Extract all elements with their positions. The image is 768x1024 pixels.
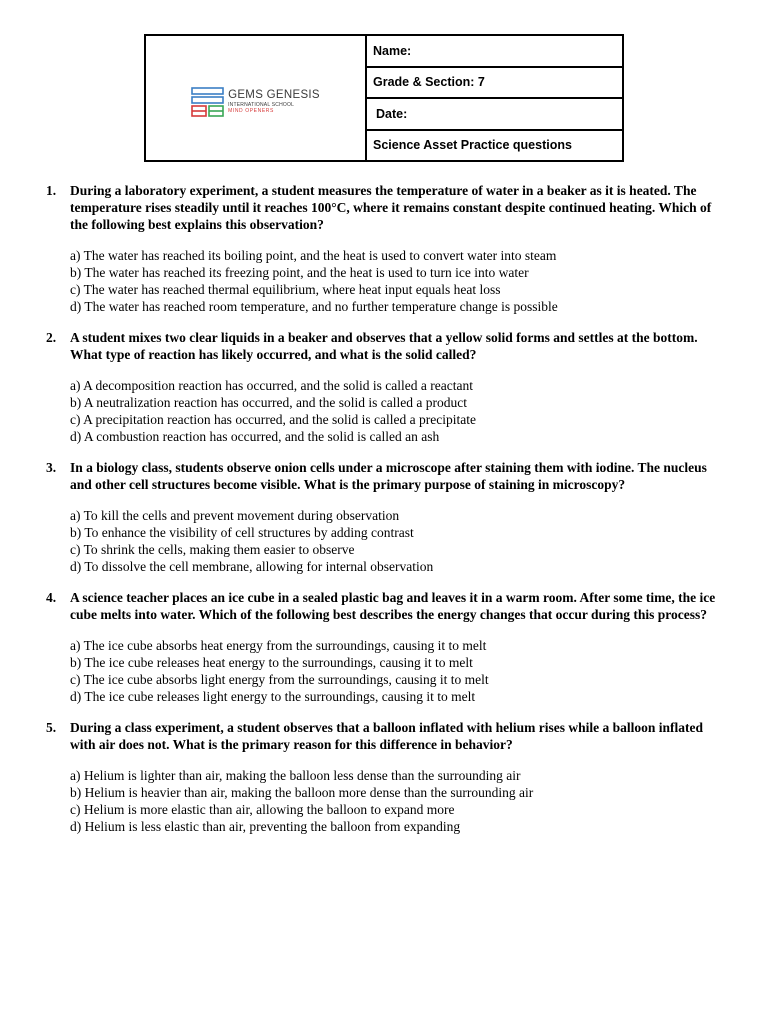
question-header bbox=[46, 719, 726, 753]
question-2 bbox=[46, 329, 726, 445]
question-4 bbox=[46, 589, 726, 705]
school-logo-icon bbox=[191, 87, 224, 117]
logo-subtitle: INTERNATIONAL SCHOOL bbox=[228, 101, 295, 108]
answer-options bbox=[46, 377, 726, 445]
answer-options bbox=[46, 637, 726, 705]
grade-section-field: Grade & Section: 7 bbox=[367, 68, 622, 100]
option-c: c) To shrink the cells, making them easier to observe bbox=[70, 542, 355, 557]
option-d: d) The ice cube releases light energy to the surroundings, causing it to melt bbox=[70, 689, 476, 704]
question-number: 5. bbox=[46, 720, 57, 735]
option-a: a) To kill the cells and prevent movement during observation bbox=[70, 508, 400, 523]
name-field[interactable]: Name: bbox=[367, 36, 622, 68]
option-d: d) The water has reached room temperature, and no further temperature change is possible bbox=[70, 299, 558, 314]
option-b: b) To enhance the visibility of cell structures by adding contrast bbox=[70, 525, 414, 540]
answer-options bbox=[46, 507, 726, 575]
question-text: In a biology class, students observe onion cells under a microscope after staining them with iodine. The nucleus and other cell structures become visible. What is the primary purpose of staining in microscopy? bbox=[70, 460, 707, 492]
question-header bbox=[46, 182, 726, 233]
option-b: b) The water has reached its freezing point, and the heat is used to turn ice into water bbox=[70, 265, 529, 280]
info-cells bbox=[367, 36, 622, 160]
question-header bbox=[46, 589, 726, 623]
question-number: 3. bbox=[46, 460, 57, 475]
logo-text bbox=[228, 90, 320, 114]
worksheet-title: Science Asset Practice questions bbox=[373, 138, 572, 153]
question-1 bbox=[46, 182, 726, 315]
question-number: 1. bbox=[46, 183, 57, 198]
header-table bbox=[144, 34, 624, 162]
answer-options bbox=[46, 247, 726, 315]
option-a: a) Helium is lighter than air, making the balloon less dense than the surrounding air bbox=[70, 768, 521, 783]
option-b: b) The ice cube releases heat energy to the surroundings, causing it to melt bbox=[70, 655, 473, 670]
option-c: c) Helium is more elastic than air, allowing the balloon to expand more bbox=[70, 802, 455, 817]
question-text: A science teacher places an ice cube in a sealed plastic bag and leaves it in a warm room. After some time, the ice cube melts into water. Which of the following best describes the energy changes that occur during this process? bbox=[70, 590, 716, 622]
option-d: d) A combustion reaction has occurred, and the solid is called an ash bbox=[70, 429, 440, 444]
question-number: 2. bbox=[46, 330, 57, 345]
question-3 bbox=[46, 459, 726, 575]
option-a: a) A decomposition reaction has occurred, and the solid is called a reactant bbox=[70, 378, 473, 393]
answer-options bbox=[46, 767, 726, 835]
logo-name: GEMS GENESIS bbox=[228, 89, 320, 102]
option-b: b) Helium is heavier than air, making the balloon more dense than the surrounding air bbox=[70, 785, 534, 800]
option-c: c) A precipitation reaction has occurred, and the solid is called a precipitate bbox=[70, 412, 476, 427]
question-number: 4. bbox=[46, 590, 57, 605]
option-d: d) Helium is less elastic than air, preventing the balloon from expanding bbox=[70, 819, 461, 834]
question-text: During a class experiment, a student observes that a balloon inflated with helium rises while a balloon inflated with air does not. What is the primary reason for this difference in behavior? bbox=[70, 720, 704, 752]
option-b: b) A neutralization reaction has occurred, and the solid is called a product bbox=[70, 395, 467, 410]
question-text: A student mixes two clear liquids in a beaker and observes that a yellow solid forms and settles at the bottom. What type of reaction has likely occurred, and what is the solid called? bbox=[70, 330, 698, 362]
option-d: d) To dissolve the cell membrane, allowing for internal observation bbox=[70, 559, 434, 574]
question-5 bbox=[46, 719, 726, 835]
logo-cell bbox=[146, 36, 367, 160]
option-a: a) The ice cube absorbs heat energy from the surroundings, causing it to melt bbox=[70, 638, 487, 653]
question-text: During a laboratory experiment, a student measures the temperature of water in a beaker as it is heated. The temperature rises steadily until it reaches 100°C, where it remains constant despite continued heating. Which of the following best explains this observation? bbox=[70, 183, 712, 232]
question-header bbox=[46, 329, 726, 363]
question-header bbox=[46, 459, 726, 493]
date-field[interactable]: Date: bbox=[367, 99, 622, 131]
question-list bbox=[46, 182, 726, 849]
option-c: c) The ice cube absorbs light energy from the surroundings, causing it to melt bbox=[70, 672, 489, 687]
option-c: c) The water has reached thermal equilibrium, where heat input equals heat loss bbox=[70, 282, 501, 297]
option-a: a) The water has reached its boiling point, and the heat is used to convert water into steam bbox=[70, 248, 557, 263]
logo-tagline: MIND OPENERS bbox=[228, 107, 274, 114]
school-logo bbox=[191, 87, 320, 117]
